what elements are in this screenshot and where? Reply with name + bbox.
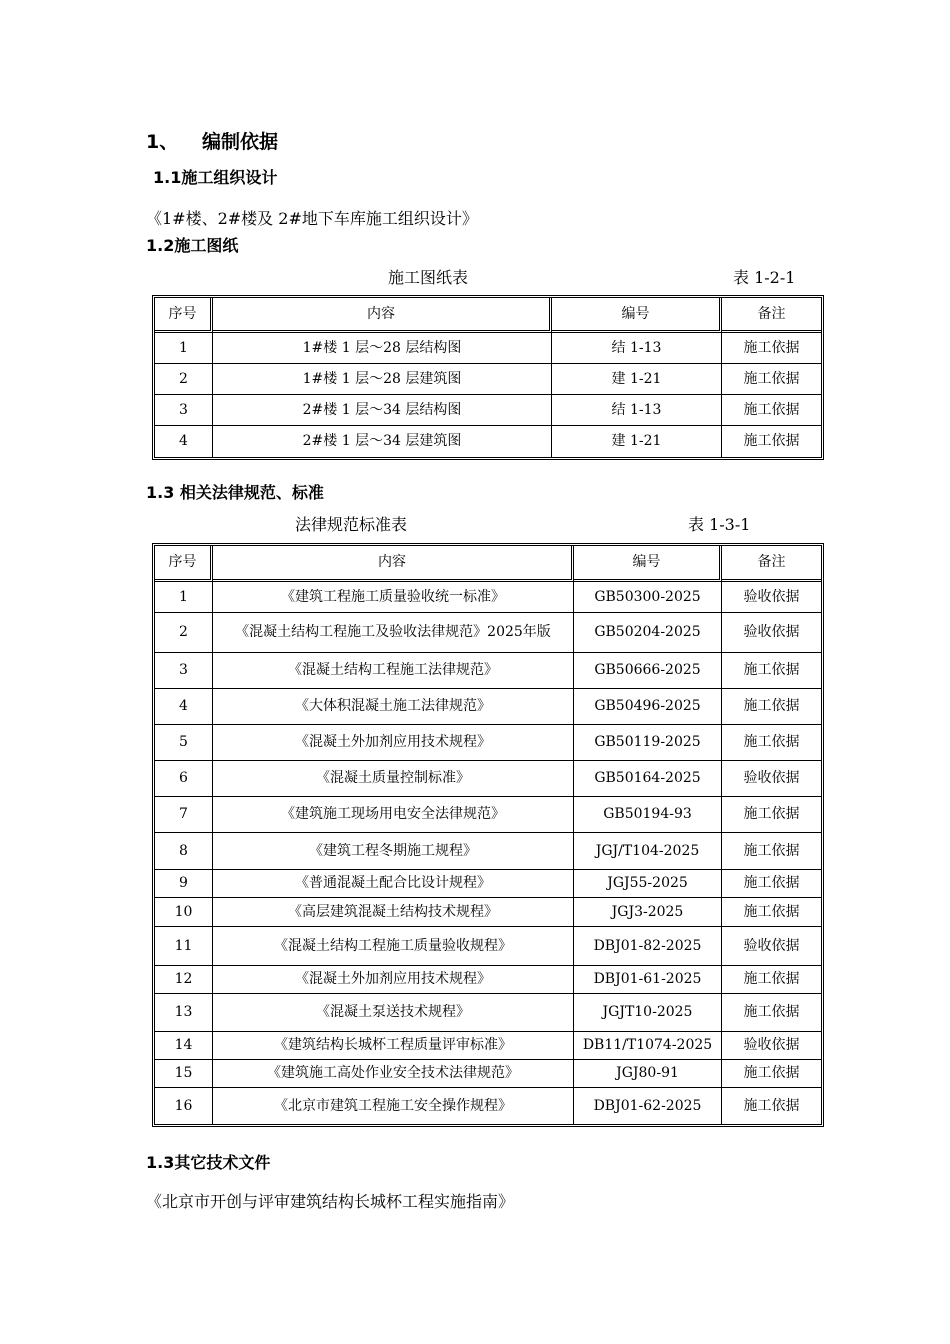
table-cell: 14 (155, 1032, 213, 1060)
subsection-1-3-title: 1.3 相关法律规范、标准 (146, 483, 324, 502)
table-cell: 《建筑工程施工质量验收统一标准》 (213, 582, 574, 613)
table-cell: GB50300-2025 (574, 582, 722, 613)
table-cell: DB11/T1074-2025 (574, 1032, 722, 1060)
table-row (155, 395, 821, 426)
table-cell: 2#楼 1 层～34 层建筑图 (213, 426, 552, 457)
table-row (155, 689, 821, 725)
table-cell: 《混凝土结构工程施工质量验收规程》 (213, 927, 574, 966)
table-cell: 16 (155, 1088, 213, 1124)
table-cell: 建 1-21 (552, 364, 722, 395)
table-cell: 《北京市建筑工程施工安全操作规程》 (213, 1088, 574, 1124)
table-cell: 13 (155, 994, 213, 1032)
column-header: 备注 (722, 298, 821, 333)
table-cell: 1#楼 1 层～28 层结构图 (213, 333, 552, 364)
column-header: 编号 (552, 298, 722, 333)
table-row (155, 653, 821, 689)
table-row (155, 1032, 821, 1060)
table-cell: 8 (155, 833, 213, 870)
section-number: 1、 (146, 131, 179, 153)
table-row (155, 364, 821, 395)
table-cell: 《高层建筑混凝土结构技术规程》 (213, 898, 574, 927)
table-cell: 施工依据 (722, 898, 821, 927)
column-header: 编号 (574, 546, 722, 582)
section-title: 编制依据 (202, 131, 279, 153)
table-cell: 施工依据 (743, 1097, 800, 1114)
column-header: 备注 (722, 546, 821, 582)
table-cell: 3 (155, 653, 213, 689)
table-cell: JGJ80-91 (574, 1060, 722, 1088)
table-cell: 4 (155, 426, 213, 457)
table-cell: 1#楼 1 层～28 层建筑图 (213, 364, 552, 395)
table-header-row (155, 546, 821, 582)
table-row (155, 761, 821, 797)
table-cell: GB50164-2025 (574, 761, 722, 797)
subsection-1-1-title: 1.1施工组织设计 (153, 168, 278, 187)
table-cell: 验收依据 (722, 927, 821, 966)
table-cell: 7 (155, 797, 213, 833)
table-cell: 1 (155, 333, 213, 364)
table-cell: 施工依据 (743, 433, 800, 449)
table-cell: 《普通混凝土配合比设计规程》 (213, 870, 574, 898)
table-cell: DBJ01-62-2025 (574, 1088, 722, 1124)
table-cell: DBJ01-61-2025 (574, 966, 722, 994)
table-row (155, 1088, 821, 1124)
table-cell: 2 (155, 613, 213, 653)
table-cell: 1 (155, 582, 213, 613)
table-cell: 《大体积混凝土施工法律规范》 (213, 689, 574, 725)
table-cell: 15 (155, 1060, 213, 1088)
table-cell: 9 (155, 870, 213, 898)
table-cell: DBJ01-82-2025 (574, 927, 722, 966)
table-row (155, 725, 821, 761)
table1-caption: 施工图纸表 (388, 268, 469, 287)
table-cell: 2#楼 1 层～34 层结构图 (213, 395, 552, 426)
table-cell: 验收依据 (722, 613, 821, 653)
table-cell: 《建筑结构长城杯工程质量评审标准》 (213, 1032, 574, 1060)
table-cell: 《建筑施工现场用电安全法律规范》 (213, 797, 574, 833)
table-row (155, 898, 821, 927)
table-cell: 10 (155, 898, 213, 927)
table-cell: 11 (155, 927, 213, 966)
table-cell: JGJT10-2025 (574, 994, 722, 1032)
table-cell: 《混凝土泵送技术规程》 (213, 994, 574, 1032)
table-row (155, 613, 821, 653)
table-cell: 验收依据 (722, 582, 821, 613)
table-row (155, 582, 821, 613)
table-row (155, 966, 821, 994)
table-row (155, 870, 821, 898)
table-row (155, 333, 821, 364)
table-cell: 12 (155, 966, 213, 994)
table-cell: 《建筑工程冬期施工规程》 (213, 833, 574, 870)
table-cell: GB50119-2025 (574, 725, 722, 761)
table-cell: JGJ55-2025 (574, 870, 722, 898)
table-cell: 施工依据 (722, 725, 821, 761)
table-header-row (155, 298, 821, 333)
table-cell: 验收依据 (722, 761, 821, 797)
table-cell: 《混凝土质量控制标准》 (213, 761, 574, 797)
table-cell: 施工依据 (722, 1060, 821, 1088)
table-cell: 《混凝土结构工程施工及验收法律规范》2025年版 (213, 613, 574, 653)
table-cell: 施工依据 (722, 994, 821, 1032)
table-cell: JGJ/T104-2025 (574, 833, 722, 870)
table-cell: GB50204-2025 (574, 613, 722, 653)
table-cell: 施工依据 (722, 333, 821, 364)
table-row (155, 927, 821, 966)
table2-label: 表 1-3-1 (688, 515, 751, 534)
table-cell: 施工依据 (722, 395, 821, 426)
table-cell: 6 (155, 761, 213, 797)
table-cell: 施工依据 (722, 689, 821, 725)
table-cell: 3 (155, 395, 213, 426)
table-cell: 4 (155, 689, 213, 725)
table2-caption: 法律规范标准表 (295, 515, 408, 534)
column-header: 序号 (155, 546, 213, 582)
table1-label: 表 1-2-1 (733, 268, 796, 287)
table-cell: JGJ3-2025 (574, 898, 722, 927)
subsection-1-4-body: 《北京市开创与评审建筑结构长城杯工程实施指南》 (146, 1192, 515, 1211)
table-cell: 建 1-21 (552, 426, 722, 457)
table-cell: 《混凝土外加剂应用技术规程》 (213, 966, 574, 994)
table-cell: GB50666-2025 (574, 653, 722, 689)
table-row (155, 1060, 821, 1088)
table-cell: 结 1-13 (552, 333, 722, 364)
drawings-table (152, 295, 824, 460)
table-row (155, 426, 821, 457)
table-cell: GB50194-93 (574, 797, 722, 833)
table-cell: 验收依据 (722, 1032, 821, 1060)
table-cell: 《建筑施工高处作业安全技术法律规范》 (213, 1060, 574, 1088)
table-row (155, 797, 821, 833)
standards-table (152, 543, 824, 1127)
table-cell: 《混凝土结构工程施工法律规范》 (213, 653, 574, 689)
table-cell: 5 (155, 725, 213, 761)
table-row (155, 994, 821, 1032)
table-cell: 施工依据 (722, 833, 821, 870)
subsection-1-4-title: 1.3其它技术文件 (146, 1153, 271, 1172)
table-cell: GB50496-2025 (574, 689, 722, 725)
subsection-1-2-title: 1.2施工图纸 (146, 236, 239, 255)
subsection-1-1-body: 《1#楼、2#楼及 2#地下车库施工组织设计》 (146, 209, 478, 228)
column-header: 序号 (155, 298, 213, 333)
table-cell: 施工依据 (722, 966, 821, 994)
table-cell: 结 1-13 (552, 395, 722, 426)
table-cell: 施工依据 (722, 653, 821, 689)
table-cell: 2 (155, 364, 213, 395)
table-row (155, 833, 821, 870)
table-cell: 《混凝土外加剂应用技术规程》 (213, 725, 574, 761)
column-header: 内容 (213, 298, 552, 333)
table-cell: 施工依据 (722, 364, 821, 395)
table-cell: 施工依据 (722, 797, 821, 833)
table-cell: 施工依据 (722, 870, 821, 898)
column-header: 内容 (213, 546, 574, 582)
